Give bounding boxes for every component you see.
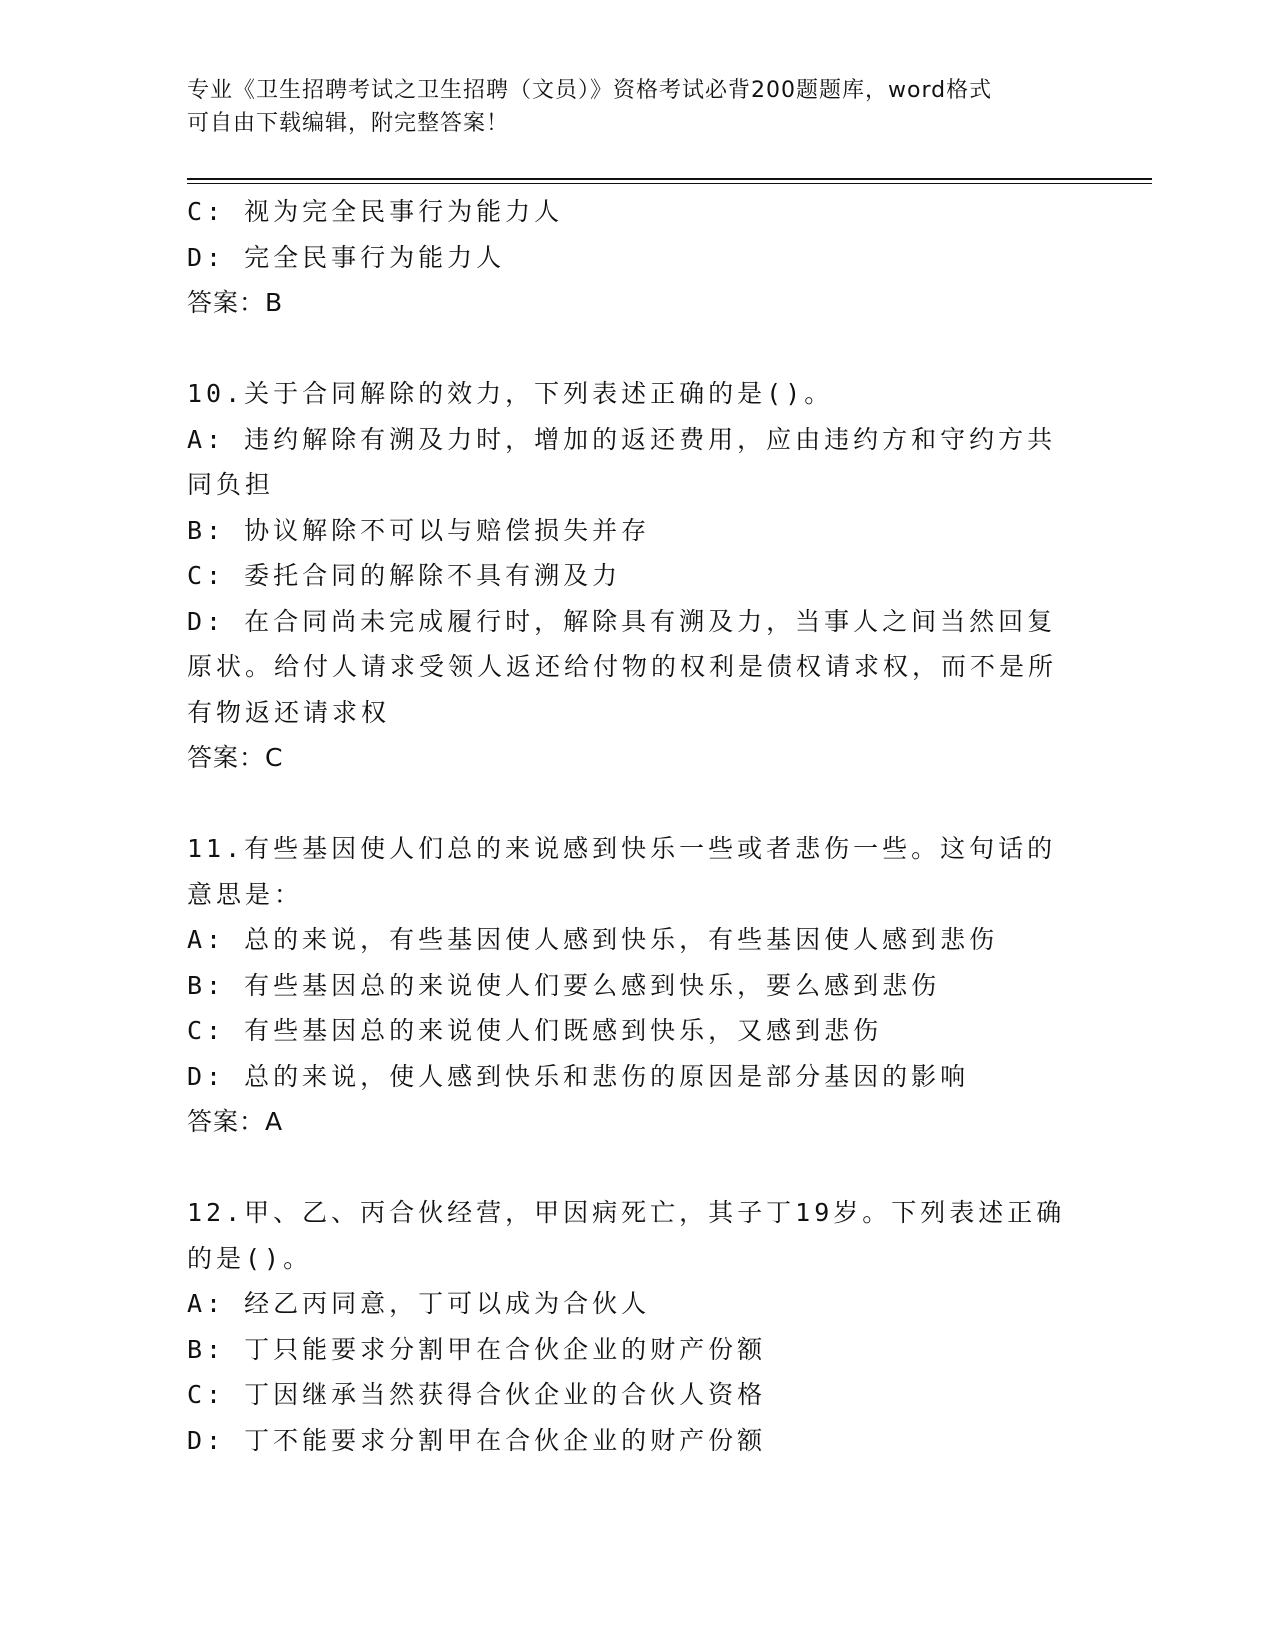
question-block-prev <box>187 189 1077 326</box>
option-c: C: 丁因继承当然获得合伙企业的合伙人资格 <box>187 1380 767 1409</box>
question-block-12 <box>187 1190 1077 1463</box>
header-rule-thick <box>187 178 1152 180</box>
option-b: B: 有些基因总的来说使人们要么感到快乐，要么感到悲伤 <box>187 970 941 1000</box>
question-text: 12.甲、乙、丙合伙经营，甲因病死亡，其子丁19岁。下列表述正确的是()。 <box>187 1198 1066 1273</box>
question-list <box>187 189 1077 1463</box>
option-d: D: 总的来说，使人感到快乐和悲伤的原因是部分基因的影响 <box>187 1061 970 1091</box>
question-block-10 <box>187 371 1077 781</box>
option-c: C: 有些基因总的来说使人们既感到快乐，又感到悲伤 <box>187 1016 883 1045</box>
header-line-1: 专业《卫生招聘考试之卫生招聘（文员）》资格考试必背200题题库，word格式 <box>187 78 993 103</box>
option-d: D: 在合同尚未完成履行时，解除具有溯及力，当事人之间当然回复原状。给付人请求受领人返还给付物的权利是债权请求权，而不是所有物返还请求权 <box>187 606 1058 727</box>
question-text: 10.关于合同解除的效力，下列表述正确的是()。 <box>187 379 834 408</box>
option-b: B: 协议解除不可以与赔偿损失并存 <box>187 515 651 545</box>
spacer <box>187 781 1077 827</box>
option-c: C: 委托合同的解除不具有溯及力 <box>187 561 622 590</box>
answer-line: 答案：B <box>187 288 284 317</box>
option-a: A: 总的来说，有些基因使人感到快乐，有些基因使人感到悲伤 <box>187 925 999 954</box>
question-block-11 <box>187 826 1077 1145</box>
option-c: C: 视为完全民事行为能力人 <box>187 197 564 226</box>
question-text: 11.有些基因使人们总的来说感到快乐一些或者悲伤一些。这句话的意思是： <box>187 834 1057 909</box>
option-d: D: 丁不能要求分割甲在合伙企业的财产份额 <box>187 1425 767 1455</box>
option-a: A: 经乙丙同意，丁可以成为合伙人 <box>187 1289 651 1318</box>
spacer <box>187 1145 1077 1191</box>
header-rule-thin <box>187 183 1152 184</box>
spacer <box>187 326 1077 372</box>
option-d: D: 完全民事行为能力人 <box>187 242 506 272</box>
page-header <box>187 74 1067 140</box>
option-b: B: 丁只能要求分割甲在合伙企业的财产份额 <box>187 1334 767 1364</box>
answer-line: 答案：A <box>187 1107 284 1136</box>
header-line-2: 可自由下载编辑，附完整答案！ <box>187 111 510 136</box>
answer-line: 答案：C <box>187 743 284 772</box>
option-a: A: 违约解除有溯及力时，增加的返还费用，应由违约方和守约方共同负担 <box>187 424 1057 499</box>
